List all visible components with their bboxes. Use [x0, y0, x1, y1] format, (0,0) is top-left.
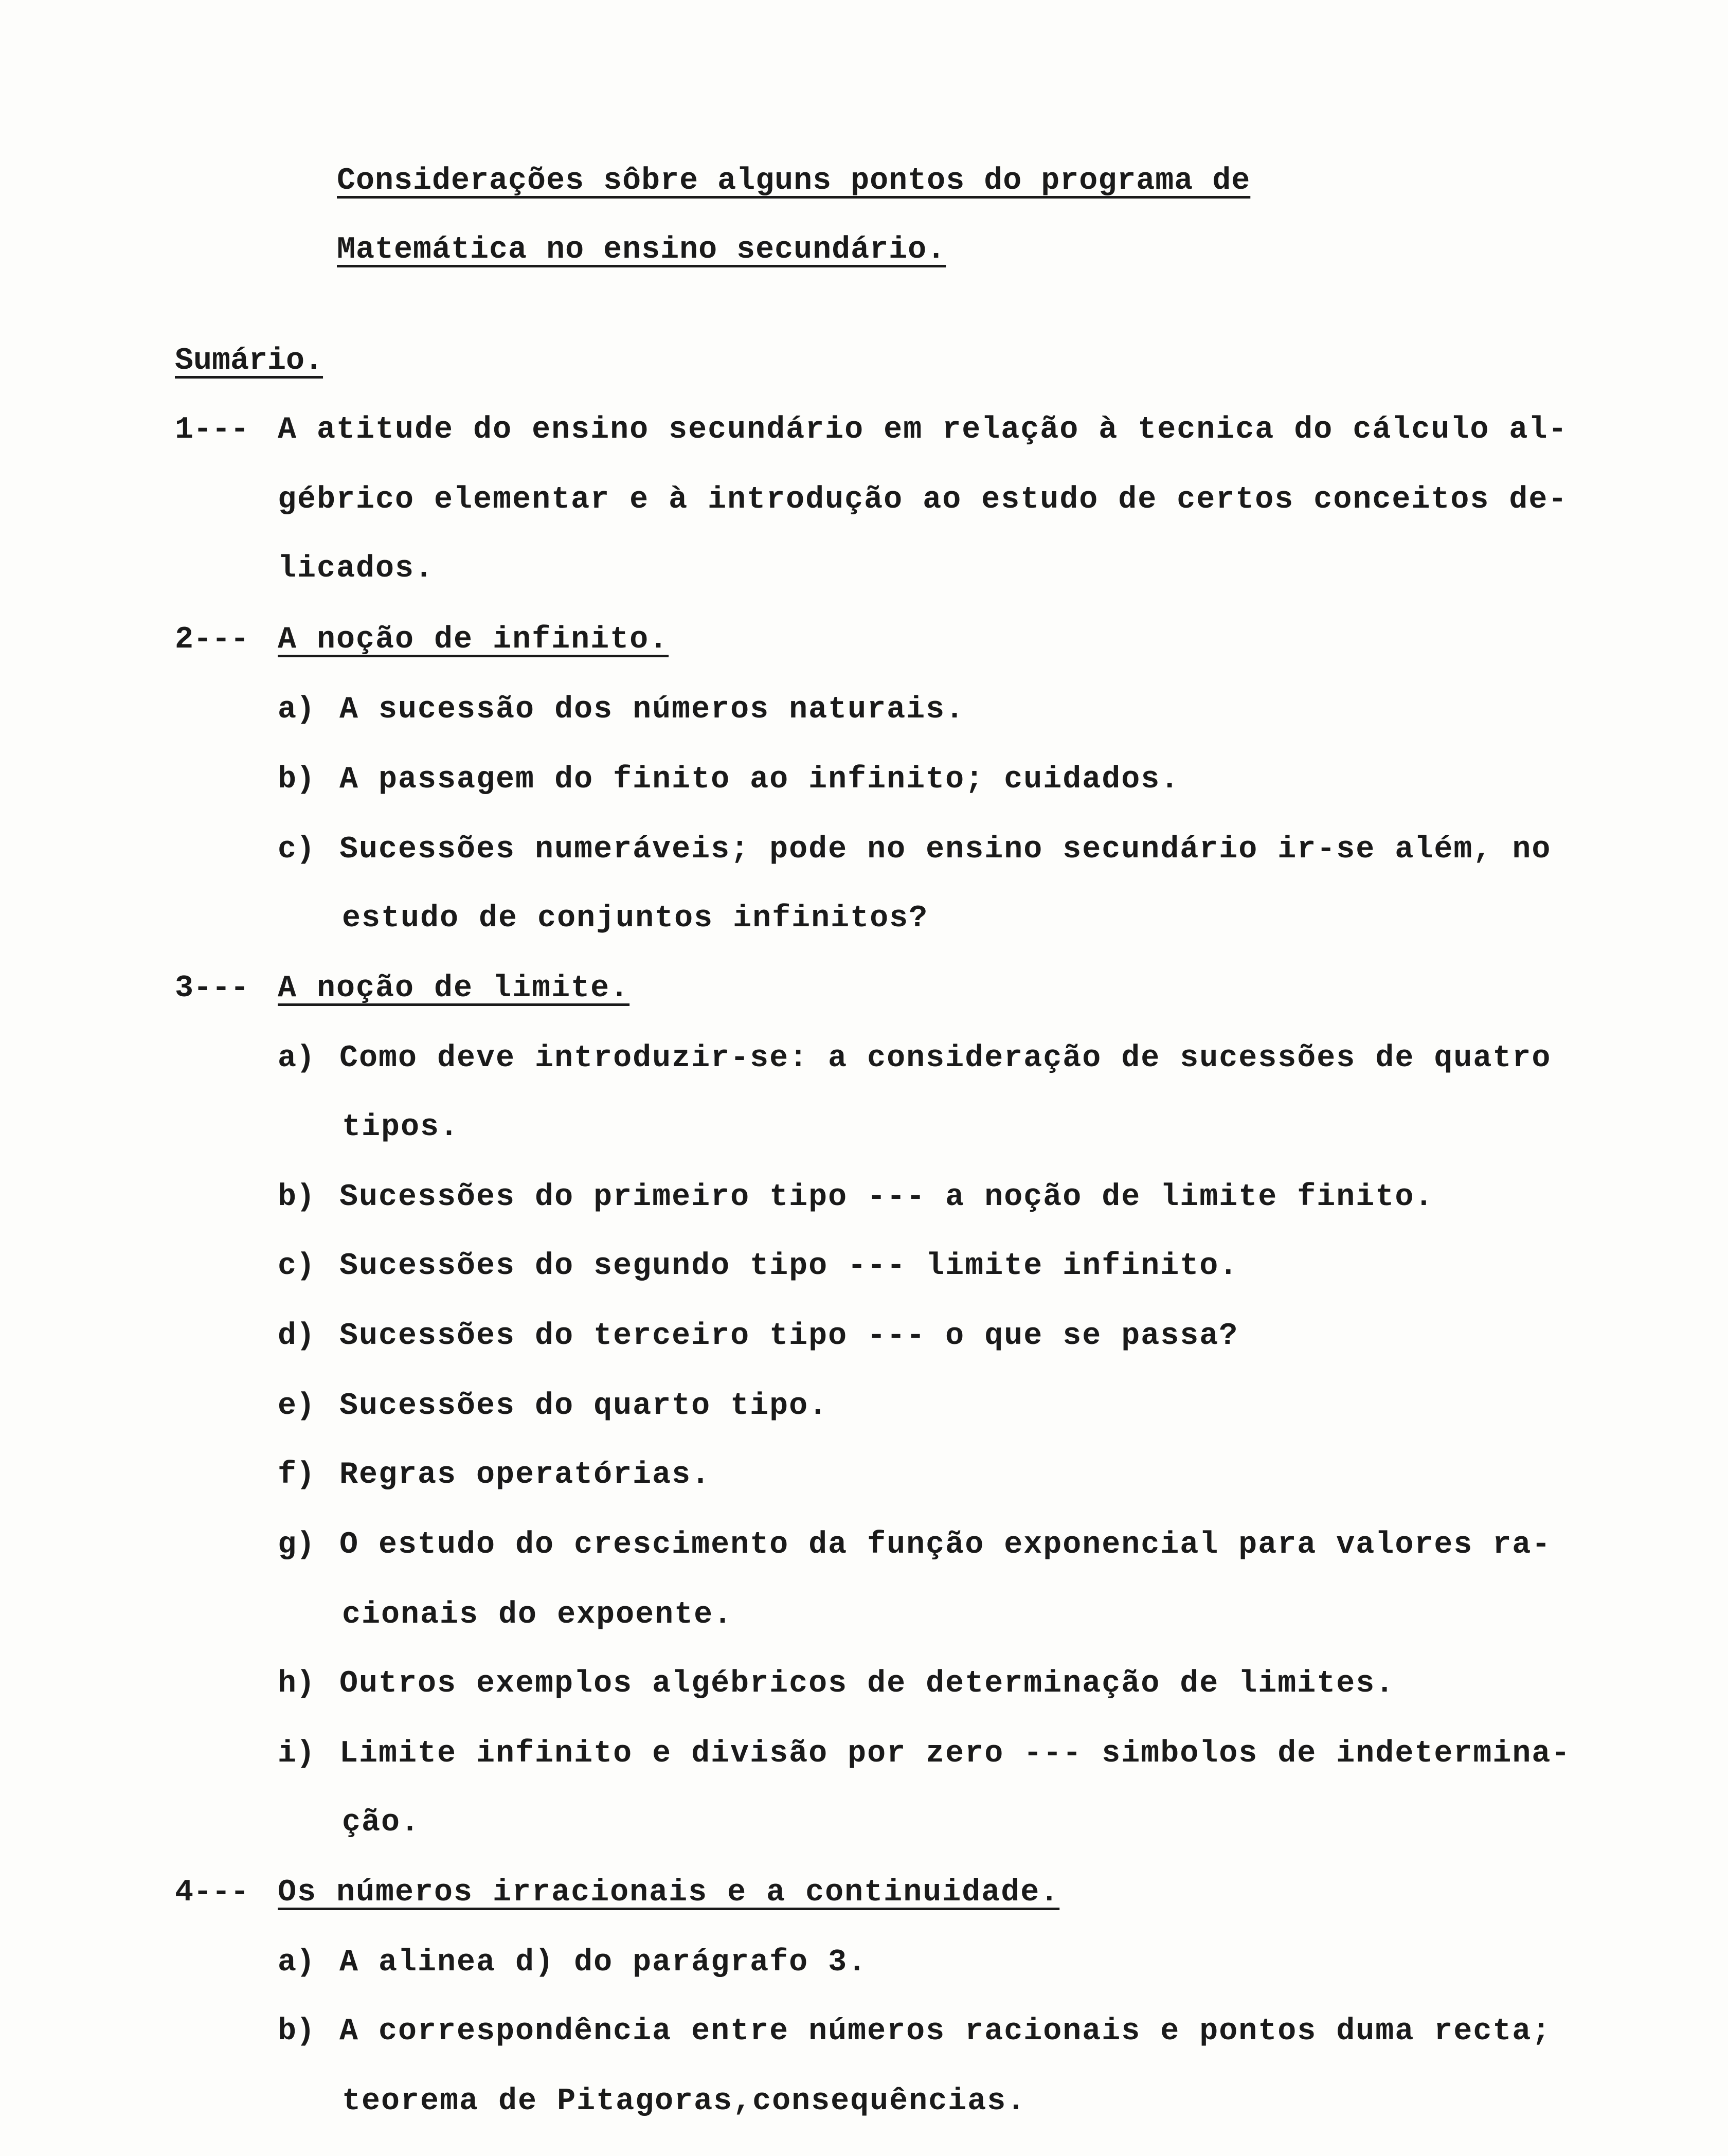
section-3-number: 3---	[175, 971, 249, 1006]
section-3-item-d-letter: d)	[278, 1319, 315, 1354]
section-4-item-b-text-line-1: A correspondência entre números racionais e pontos duma recta;	[339, 2014, 1552, 2049]
section-3-item-i-text-line-1: Limite infinito e divisão por zero --- simbolos de indetermina-	[339, 1736, 1571, 1771]
section-3-item-e-letter: e)	[278, 1389, 315, 1424]
section-3-item-f-letter: f)	[278, 1458, 315, 1493]
section-2-item-c-letter: c)	[278, 832, 315, 867]
section-3-item-a-text-line-2: tipos.	[342, 1110, 460, 1145]
section-3-item-b-text: Sucessões do primeiro tipo --- a noção de limite finito.	[339, 1180, 1434, 1215]
section-3-item-g-text-line-2: cionais do expoente.	[342, 1597, 733, 1632]
section-2-item-c-text-line-2: estudo de conjuntos infinitos?	[342, 901, 929, 936]
section-3-item-i-text-line-2: ção.	[342, 1805, 421, 1840]
section-2-item-c-text-line-1: Sucessões numeráveis; pode no ensino secundário ir-se além, no	[339, 832, 1552, 867]
section-3-item-c-text: Sucessões do segundo tipo --- limite infinito.	[339, 1249, 1239, 1284]
section-1-text-line-1: A atitude do ensino secundário em relação à tecnica do cálculo al-	[278, 412, 1568, 447]
section-4-item-a-letter: a)	[278, 1945, 315, 1980]
section-3-heading: A noção de limite.	[278, 971, 630, 1006]
section-2-number: 2---	[175, 622, 249, 657]
section-2-heading: A noção de infinito.	[278, 622, 669, 657]
sumario-heading: Sumário.	[175, 344, 323, 379]
section-3-item-g-text-line-1: O estudo do crescimento da função exponencial para valores ra-	[339, 1528, 1552, 1562]
section-3-item-a-text-line-1: Como deve introduzir-se: a consideração de sucessões de quatro	[339, 1041, 1552, 1076]
section-2-item-a-text: A sucessão dos números naturais.	[339, 692, 965, 727]
document-title-line-1: Considerações sôbre alguns pontos do programa de	[337, 164, 1251, 199]
section-3-item-c-letter: c)	[278, 1249, 315, 1284]
section-3-item-f-text: Regras operatórias.	[339, 1458, 711, 1493]
section-3-item-g-letter: g)	[278, 1528, 315, 1562]
section-2-item-b-text: A passagem do finito ao infinito; cuidados.	[339, 762, 1180, 797]
document-title-line-2: Matemática no ensino secundário.	[337, 232, 946, 267]
section-1-text-line-3: licados.	[278, 551, 435, 586]
section-3-item-i-letter: i)	[278, 1736, 315, 1771]
section-4-number: 4---	[175, 1875, 249, 1910]
section-4-item-b-text-line-2: teorema de Pitagoras,consequências.	[342, 2084, 1027, 2119]
section-4-heading: Os números irracionais e a continuidade.	[278, 1875, 1060, 1910]
section-1-number: 1---	[175, 412, 249, 447]
section-2-item-b-letter: b)	[278, 762, 315, 797]
section-3-item-a-letter: a)	[278, 1041, 315, 1076]
section-3-item-b-letter: b)	[278, 1180, 315, 1215]
section-3-item-e-text: Sucessões do quarto tipo.	[339, 1389, 829, 1424]
section-3-item-h-text: Outros exemplos algébricos de determinação de limites.	[339, 1666, 1395, 1701]
section-2-item-a-letter: a)	[278, 692, 315, 727]
section-1-text-line-2: gébrico elementar e à introdução ao estudo de certos conceitos de-	[278, 482, 1568, 517]
section-4-item-a-text: A alinea d) do parágrafo 3.	[339, 1945, 868, 1980]
section-3-item-d-text: Sucessões do terceiro tipo --- o que se passa?	[339, 1319, 1239, 1354]
section-3-item-h-letter: h)	[278, 1666, 315, 1701]
section-4-item-b-letter: b)	[278, 2014, 315, 2049]
